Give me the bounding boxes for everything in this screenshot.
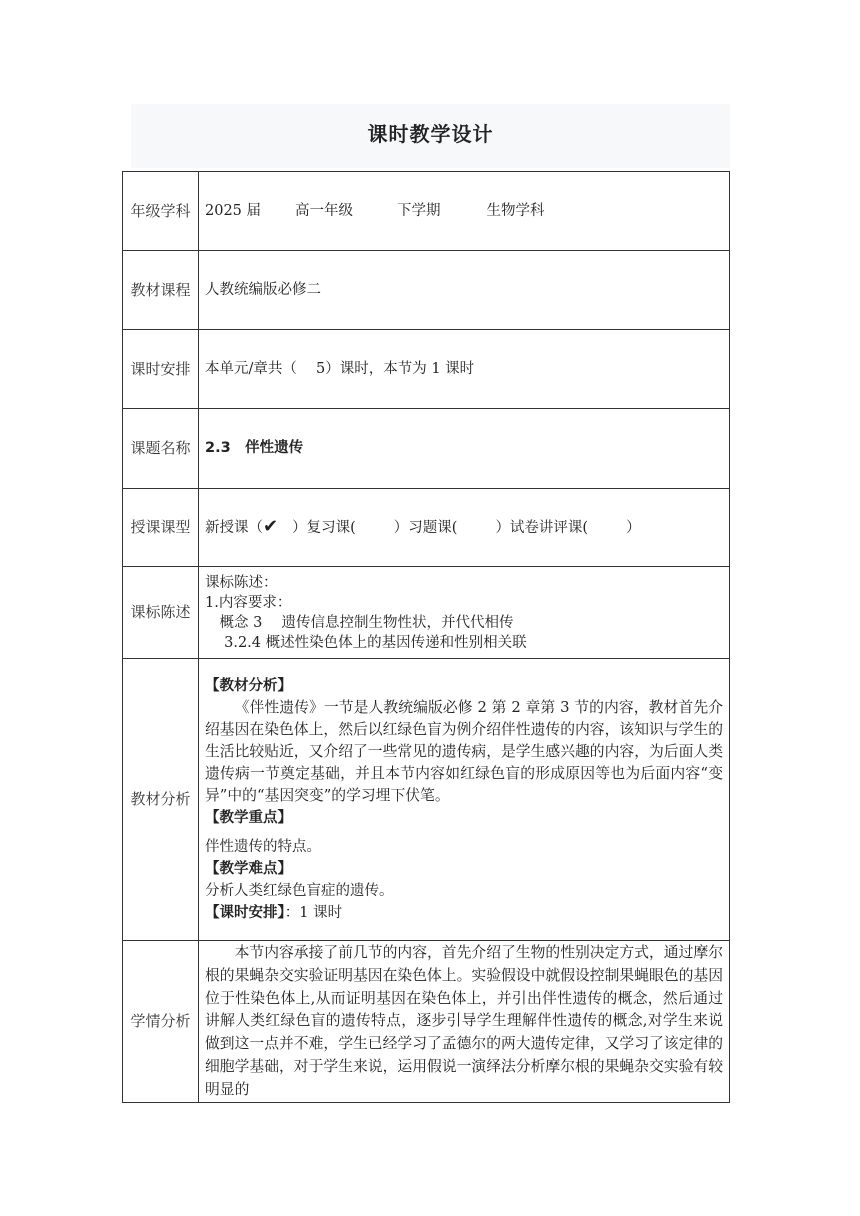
row-topic: [123, 409, 730, 489]
analysis-text: 《伴性遗传》一节是人教统编版必修 2 第 2 章第 3 节的内容，教材首先介绍基因在染色体上，然后以红绿色盲为例介绍伴性遗传的内容，该知识与学生的生活比较贴近，又介绍了一些常见的遗传病，是学生感兴趣的内容，为后面人类遗传病一节奠定基础，并且本节内容如红绿色盲的形成原因等也为后面内容“变异”中的“基因突变”的学习埋下伏笔。: [205, 699, 723, 804]
type-paper: ）试卷讲评课(: [495, 520, 589, 536]
analysis-heading: 【教材分析】: [205, 678, 292, 694]
standard-line: 课标陈述：: [205, 574, 278, 591]
label-schedule: 课时安排: [123, 330, 199, 409]
lesson-design-table: [122, 171, 730, 1103]
row-standard: [123, 567, 730, 659]
value-textbook: 人教统编版必修二: [199, 251, 730, 330]
standard-line: 概念 3 遗传信息控制生物性状，并代代相传: [205, 614, 514, 631]
row-analysis: [123, 659, 730, 941]
grade-year: 2025 届: [205, 202, 262, 219]
type-exercise: ）习题课(: [393, 520, 458, 536]
checkmark-icon: ✔: [263, 516, 279, 537]
value-grade: [199, 172, 730, 251]
grade-level: 高一年级: [295, 202, 354, 219]
value-standard: [199, 567, 730, 659]
row-type: [123, 489, 730, 567]
value-schedule: 本单元/章共（ 5）课时，本节为 1 课时: [199, 330, 730, 409]
focus-heading: 【教学重点】: [205, 810, 292, 826]
standard-line: 3.2.4 概述性染色体上的基因传递和性别相关联: [205, 634, 527, 651]
value-topic: 2.3 伴性遗传: [199, 409, 730, 489]
row-textbook: [123, 251, 730, 330]
hours-heading: 【课时安排】: [205, 905, 285, 921]
difficulty-text: 分析人类红绿色盲症的遗传。: [205, 883, 394, 899]
value-type: [199, 489, 730, 567]
value-analysis: [199, 659, 730, 941]
grade-subject: 生物学科: [486, 202, 545, 219]
row-grade: [123, 172, 730, 251]
type-end: ）: [626, 520, 641, 536]
label-grade: 年级学科: [123, 172, 199, 251]
row-students: [123, 941, 730, 1103]
title-band: [131, 104, 730, 168]
row-schedule: [123, 330, 730, 409]
focus-text: 伴性遗传的特点。: [205, 839, 321, 855]
page-title: 课时教学设计: [367, 122, 494, 146]
difficulty-heading: 【教学难点】: [205, 861, 292, 877]
grade-term: 下学期: [397, 202, 441, 219]
label-analysis: 教材分析: [123, 659, 199, 941]
hours-text: ：1 课时: [284, 905, 343, 921]
label-topic: 课题名称: [123, 409, 199, 489]
type-new: 新授课（: [205, 520, 263, 536]
type-review: ）复习课(: [292, 520, 356, 536]
label-textbook: 教材课程: [123, 251, 199, 330]
standard-line: 1.内容要求：: [205, 594, 292, 611]
label-students: 学情分析: [123, 941, 199, 1103]
label-type: 授课课型: [123, 489, 199, 567]
label-standard: 课标陈述: [123, 567, 199, 659]
value-students: 本节内容承接了前几节的内容，首先介绍了生物的性别决定方式，通过摩尔根的果蝇杂交实验证明基因在染色体上。实验假设中就假设控制果蝇眼色的基因位于性染色体上,从而证明基因在染色体上，并引出伴性遗传的概念，然后通过讲解人类红绿色盲的遗传特点，逐步引导学生理解伴性遗传的概念,对学生来说做到这一点并不难，学生已经学习了孟德尔的两大遗传定律，又学习了该定律的细胞学基础，对于学生来说，运用假说一演绎法分析摩尔根的果蝇杂交实验有较明显的: [199, 941, 730, 1103]
